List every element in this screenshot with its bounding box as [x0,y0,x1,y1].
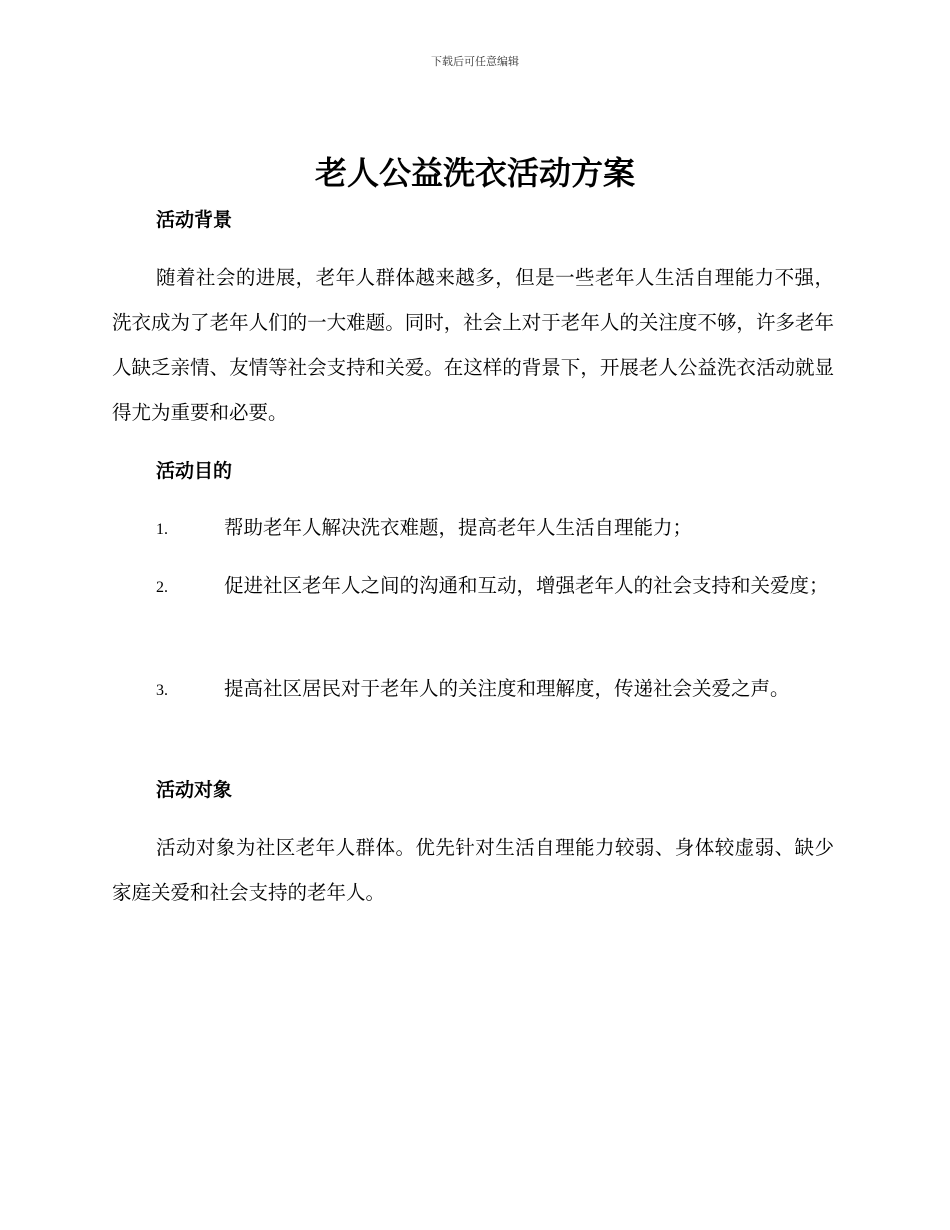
list-item [112,666,834,713]
list-item-text: 促进社区老年人之间的沟通和互动，增强老年人的社会支持和关爱度； [224,574,829,597]
list-number: 2. [156,579,168,596]
audience-paragraph: 活动对象为社区老年人群体。优先针对生活自理能力较弱、身体较虚弱、缺少家庭关爱和社会支持的老年人。 [112,836,834,904]
list-item [112,505,834,552]
section-heading-purpose: 活动目的 [156,460,233,482]
list-number: 3. [156,682,168,699]
background-paragraph: 随着社会的进展，老年人群体越来越多，但是一些老年人生活自理能力不强，洗衣成为了老年人们的一大难题。同时，社会上对于老年人的关注度不够，许多老年人缺乏亲情、友情等社会支持和关爱。在这样的背景下，开展老人公益洗衣活动就显得尤为重要和必要。 [112,266,834,424]
list-item [112,563,834,610]
section-heading-audience: 活动对象 [156,779,233,801]
list-number: 1. [156,521,168,538]
list-item-text: 帮助老年人解决洗衣难题，提高老年人生活自理能力； [224,516,693,539]
page-header: 下载后可任意编辑 [431,55,519,68]
list-item-text: 提高社区居民对于老年人的关注度和理解度，传递社会关爱之声。 [224,677,790,700]
document-title: 老人公益洗衣活动方案 [314,154,635,192]
section-heading-background: 活动背景 [156,209,233,231]
